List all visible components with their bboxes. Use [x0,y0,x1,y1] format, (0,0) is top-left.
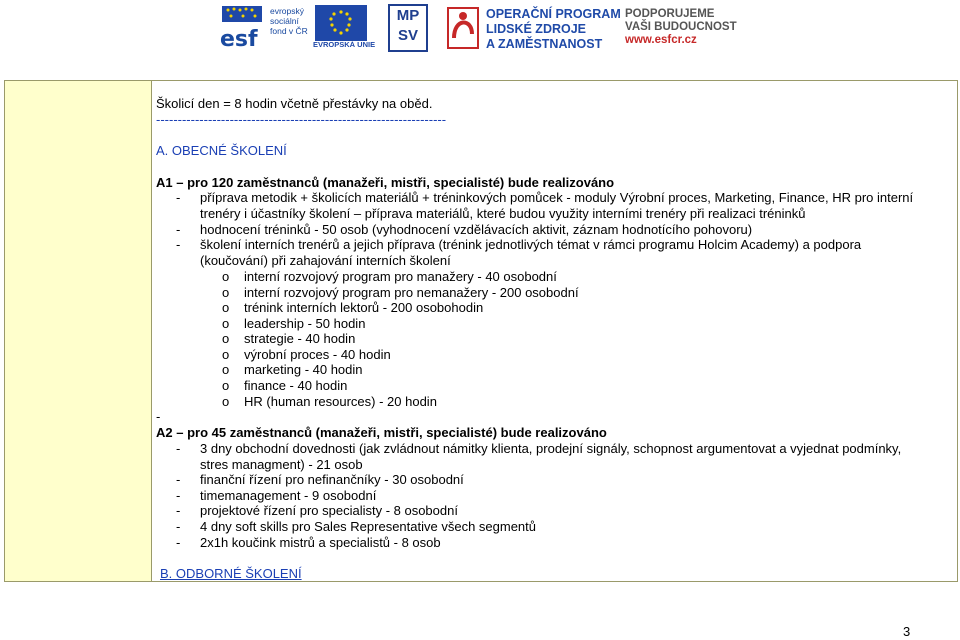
svg-text:esf: esf [220,27,258,50]
bullet-dash: - [176,237,181,252]
oplzz-caption: OPERAČNÍ PROGRAM LIDSKÉ ZDROJE A ZAMĚSTNANOST [486,7,621,51]
sub-bullet-marker: o [222,378,230,393]
content-table [4,80,958,582]
a2-bullet: projektové řízení pro specialisty - 8 osobodní [200,503,458,518]
bullet-dash: - [176,441,181,456]
esf-caption: evropský sociální fond v ČR [270,6,308,36]
bullet-dash: - [176,472,181,487]
a2-bullet: 3 dny obchodní dovednosti (jak zvládnout námitky klienta, prodejní signály, schopnost argumentovat a vyjednat podmínky, [200,441,902,456]
a1-bullet-cont: (koučování) při zahajování interních školení [200,253,451,268]
a2-heading: A2 – pro 45 zaměstnanců (manažeři, mistři, specialisté) bude realizováno [156,425,607,440]
sub-bullet-marker: o [222,316,230,331]
mpsv-logo [388,4,428,52]
a2-bullet: finanční řízení pro nefinančníky - 30 osobodní [200,472,464,487]
mpsv-top: MP [396,7,420,24]
a1-sub-item: strategie - 40 hodin [244,331,356,346]
bullet-dash: - [176,535,181,550]
a2-bullet: timemanagement - 9 osobodní [200,488,377,503]
left-column [5,81,152,581]
a1-sub-item: výrobní proces - 40 hodin [244,347,391,362]
a1-sub-item: trénink interních lektorů - 200 osobohodin [244,300,484,315]
a2-bullet: 4 dny soft skills pro Sales Representative všech segmentů [200,519,537,534]
a1-sub-item: interní rozvojový program pro manažery - 40 osobodní [244,269,557,284]
eu-caption: EVROPSKÁ UNIE [313,40,376,49]
bullet-dash: - [176,222,181,237]
a1-sub-item: HR (human resources) - 20 hodin [244,394,437,409]
sub-bullet-marker: o [222,394,230,409]
a1-sub-item: marketing - 40 hodin [244,362,363,377]
section-a-heading: A. OBECNÉ ŠKOLENÍ [156,143,287,158]
esf-url[interactable]: www.esfcr.cz [625,34,697,46]
mpsv-bottom: SV [397,27,418,44]
a1-bullet: školení interních trenérů a jejich příprava (trénink jednotlivých témat v rámci programu Holcim Academy) a podpora [200,237,862,252]
a1-sub-item: finance - 40 hodin [244,378,348,393]
sub-bullet-marker: o [222,285,230,300]
support-caption: PODPORUJEME VAŠI BUDOUCNOST www.esfcr.cz [625,8,737,46]
a2-bullet-cont: stres managment) - 21 osob [200,457,363,472]
sub-bullet-marker: o [222,331,230,346]
eu-flag-icon [315,5,367,41]
esf-logo-icon [218,4,270,50]
a1-heading: A1 – pro 120 zaměstnanců (manažeři, mistři, specialisté) bude realizováno [156,175,615,190]
a1-sub-item: interní rozvojový program pro nemanažery - 200 osobodní [244,285,579,300]
bullet-dash: - [176,519,181,534]
page-number: 3 [903,624,911,639]
section-b-heading: B. ODBORNÉ ŠKOLENÍ [160,566,302,581]
a1-sub-item: leadership - 50 hodin [244,316,366,331]
bullet-dash: - [176,503,181,518]
sub-bullet-marker: o [222,347,230,362]
sub-bullet-marker: o [222,300,230,315]
sub-bullet-marker: o [222,362,230,377]
sub-bullet-marker: o [222,269,230,284]
a1-bullet: hodnocení tréninků - 50 osob (vyhodnocení vzdělávacích aktivit, záznam hodnotícího pohovoru) [200,222,753,237]
bullet-dash: - [176,488,181,503]
a1-bullet: příprava metodik + školicích materiálů + tréninkových pomůcek - moduly Výrobní proces, Marketing, Finance, HR pro interní [200,190,914,205]
a1-bullet-cont: trenéry i účastníky školení – příprava materiálů, které budou využity interními trenéry při realizaci tréninků [200,206,806,221]
header-logos [0,0,960,60]
intro-text: Školicí den = 8 hodin včetně přestávky na oběd. [156,96,433,111]
oplzz-logo-icon [446,4,480,52]
a2-bullet: 2x1h koučink mistrů a specialistů - 8 osob [200,535,441,550]
empty-dash: - [156,409,161,424]
separator-line: ------------------------------------------------------------------- [156,112,447,127]
bullet-dash: - [176,190,181,205]
